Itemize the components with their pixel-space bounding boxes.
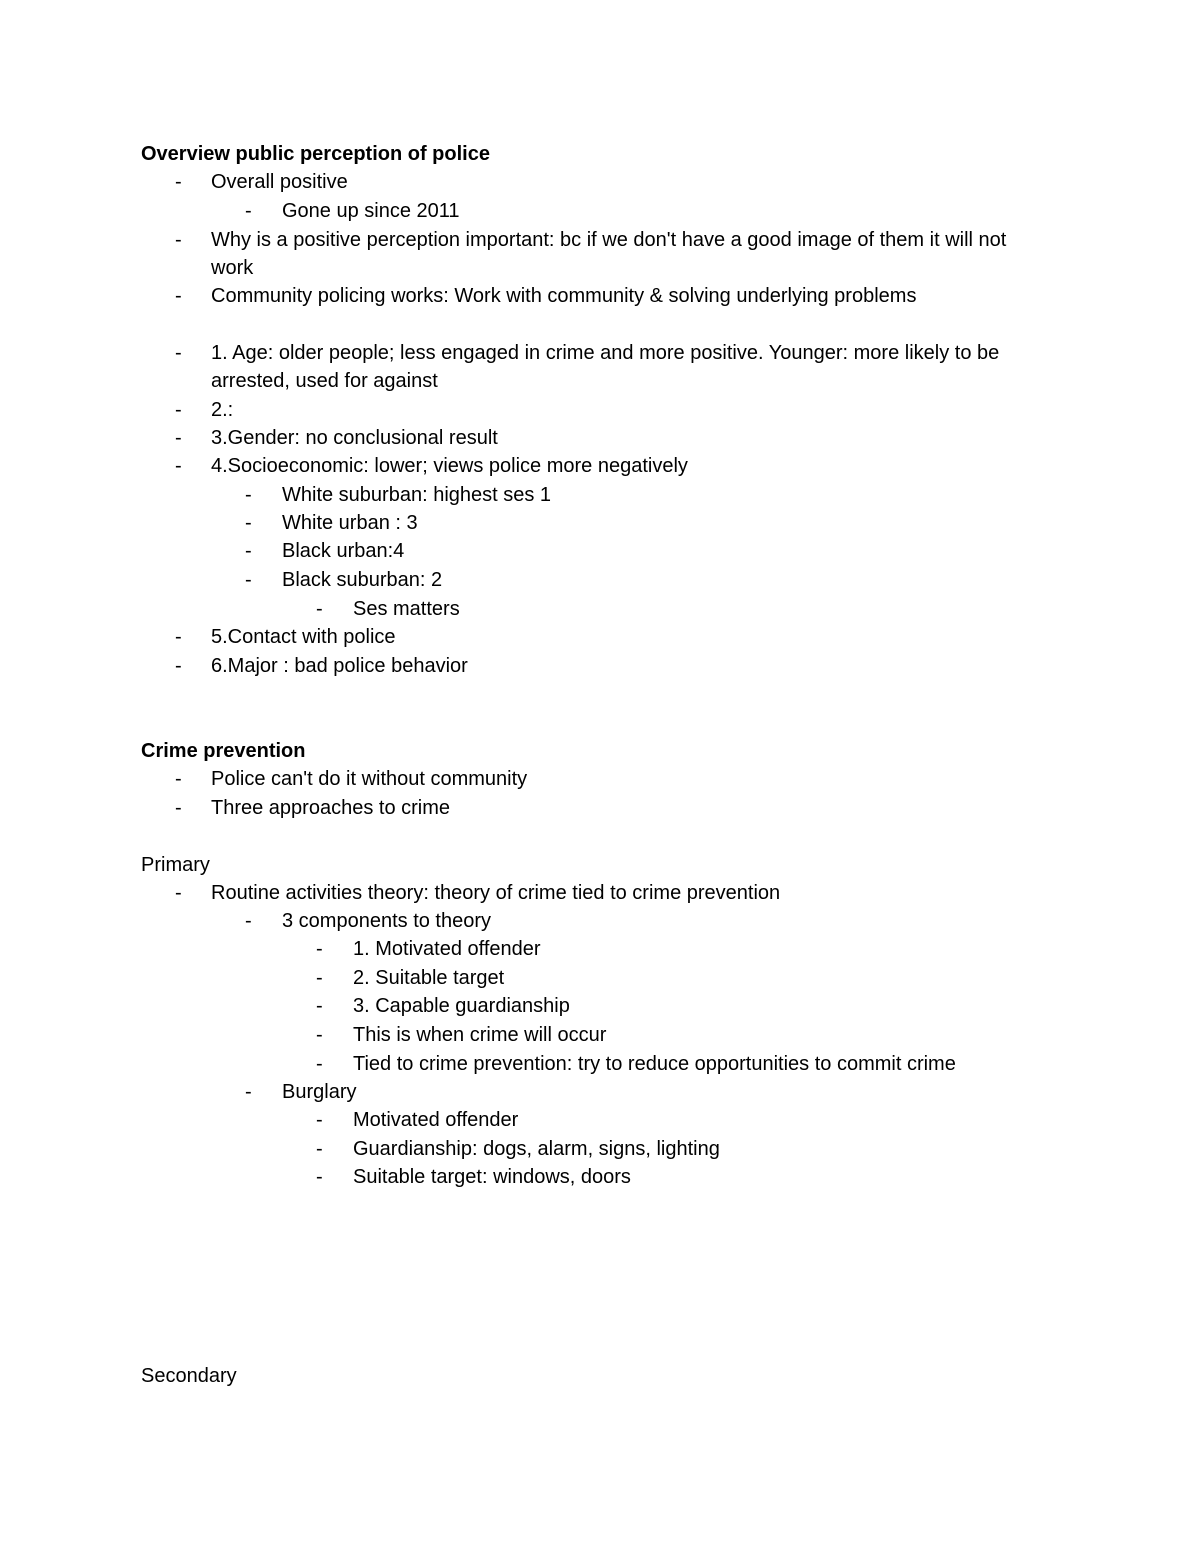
list-item-text: 2. Suitable target: [353, 967, 505, 989]
list-item-text: 5.Contact with police: [211, 626, 396, 648]
list-item-text: Burglary: [282, 1081, 357, 1103]
bullet-dash: -: [316, 995, 323, 1017]
list-item: [316, 1106, 1076, 1134]
list-item: [245, 197, 1075, 225]
bullet-dash: -: [316, 1053, 323, 1075]
bullet-dash: -: [245, 512, 252, 534]
list-item-text: Routine activities theory: theory of crime tied to crime prevention: [211, 882, 781, 904]
bullet-dash: -: [175, 882, 182, 904]
bullet-dash: -: [175, 655, 182, 677]
list-item: [316, 1021, 1076, 1049]
bullet-dash: -: [175, 229, 182, 251]
subheading-primary: Primary: [141, 854, 210, 876]
bullet-dash: -: [175, 427, 182, 449]
list-item-text: White urban : 3: [282, 512, 418, 534]
list-item-text: 2.:: [211, 399, 234, 421]
list-item-text: Suitable target: windows, doors: [353, 1166, 631, 1188]
bullet-dash: -: [316, 598, 323, 620]
bullet-dash: -: [175, 797, 182, 819]
list-item-text: Overall positive: [211, 171, 348, 193]
list-item: [175, 879, 1075, 907]
bullet-dash: -: [245, 484, 252, 506]
list-item-text: 1. Age: older people; less engaged in crime and more positive. Younger: more likely to be arrested, used for against: [211, 342, 1000, 392]
list-item: [175, 168, 1075, 196]
list-item: [316, 1135, 1076, 1163]
bullet-dash: -: [316, 1166, 323, 1188]
list-item-text: 3 components to theory: [282, 910, 492, 932]
bullet-dash: -: [175, 342, 182, 364]
bullet-dash: -: [316, 1024, 323, 1046]
bullet-dash: -: [316, 967, 323, 989]
list-item: [245, 537, 1075, 565]
list-item-text: Guardianship: dogs, alarm, signs, lighting: [353, 1138, 720, 1160]
list-item-text: Police can't do it without community: [211, 768, 528, 790]
bullet-dash: -: [175, 626, 182, 648]
list-item-text: 4.Socioeconomic: lower; views police more negatively: [211, 455, 688, 477]
bullet-dash: -: [245, 540, 252, 562]
list-item-text: Ses matters: [353, 598, 460, 620]
list-item: [316, 1163, 1076, 1191]
list-item: [175, 452, 1075, 480]
bullet-dash: -: [175, 455, 182, 477]
bullet-dash: -: [245, 910, 252, 932]
list-item: [175, 765, 1075, 793]
bullet-dash: -: [245, 569, 252, 591]
list-item: [175, 623, 1075, 651]
list-item: [245, 481, 1075, 509]
list-item: [316, 935, 1076, 963]
list-item: [316, 992, 1076, 1020]
list-item-text: White suburban: highest ses 1: [282, 484, 552, 506]
bullet-dash: -: [316, 1138, 323, 1160]
list-item-text: Tied to crime prevention: try to reduce opportunities to commit crime: [353, 1053, 956, 1075]
list-item-text: 1. Motivated offender: [353, 938, 541, 960]
list-item-text: 3.Gender: no conclusional result: [211, 427, 498, 449]
bullet-dash: -: [245, 1081, 252, 1103]
list-item-text: Motivated offender: [353, 1109, 519, 1131]
section-heading-overview: Overview public perception of police: [141, 143, 490, 165]
list-item: [316, 595, 1076, 623]
section-heading-crime-prevention: Crime prevention: [141, 740, 306, 762]
list-item-text: This is when crime will occur: [353, 1024, 607, 1046]
list-item-text: 6.Major : bad police behavior: [211, 655, 468, 677]
list-item: [175, 794, 1075, 822]
bullet-dash: -: [245, 200, 252, 222]
list-item: [175, 652, 1075, 680]
list-item-text: Community policing works: Work with community & solving underlying problems: [211, 285, 917, 307]
list-item: [245, 907, 1075, 935]
list-item: [245, 509, 1075, 537]
list-item: [245, 1078, 1075, 1106]
list-item-text: 3. Capable guardianship: [353, 995, 570, 1017]
list-item: [316, 964, 1076, 992]
list-item: [175, 282, 1075, 310]
bullet-dash: -: [175, 768, 182, 790]
list-item-text: Black suburban: 2: [282, 569, 443, 591]
list-item: [175, 424, 1075, 452]
bullet-dash: -: [175, 171, 182, 193]
bullet-dash: -: [175, 285, 182, 307]
list-item: [175, 396, 1075, 424]
bullet-dash: -: [175, 399, 182, 421]
list-item-text: Why is a positive perception important: bc if we don't have a good image of them it will not work: [211, 229, 1007, 279]
bullet-dash: -: [316, 1109, 323, 1131]
list-item-text: Three approaches to crime: [211, 797, 451, 819]
list-item: [316, 1050, 1076, 1078]
list-item: [175, 226, 1045, 282]
list-item-text: Gone up since 2011: [282, 200, 460, 222]
list-item: [175, 339, 1045, 395]
list-item: [245, 566, 1075, 594]
list-item-text: Black urban:4: [282, 540, 405, 562]
bullet-dash: -: [316, 938, 323, 960]
subheading-secondary: Secondary: [141, 1365, 237, 1387]
